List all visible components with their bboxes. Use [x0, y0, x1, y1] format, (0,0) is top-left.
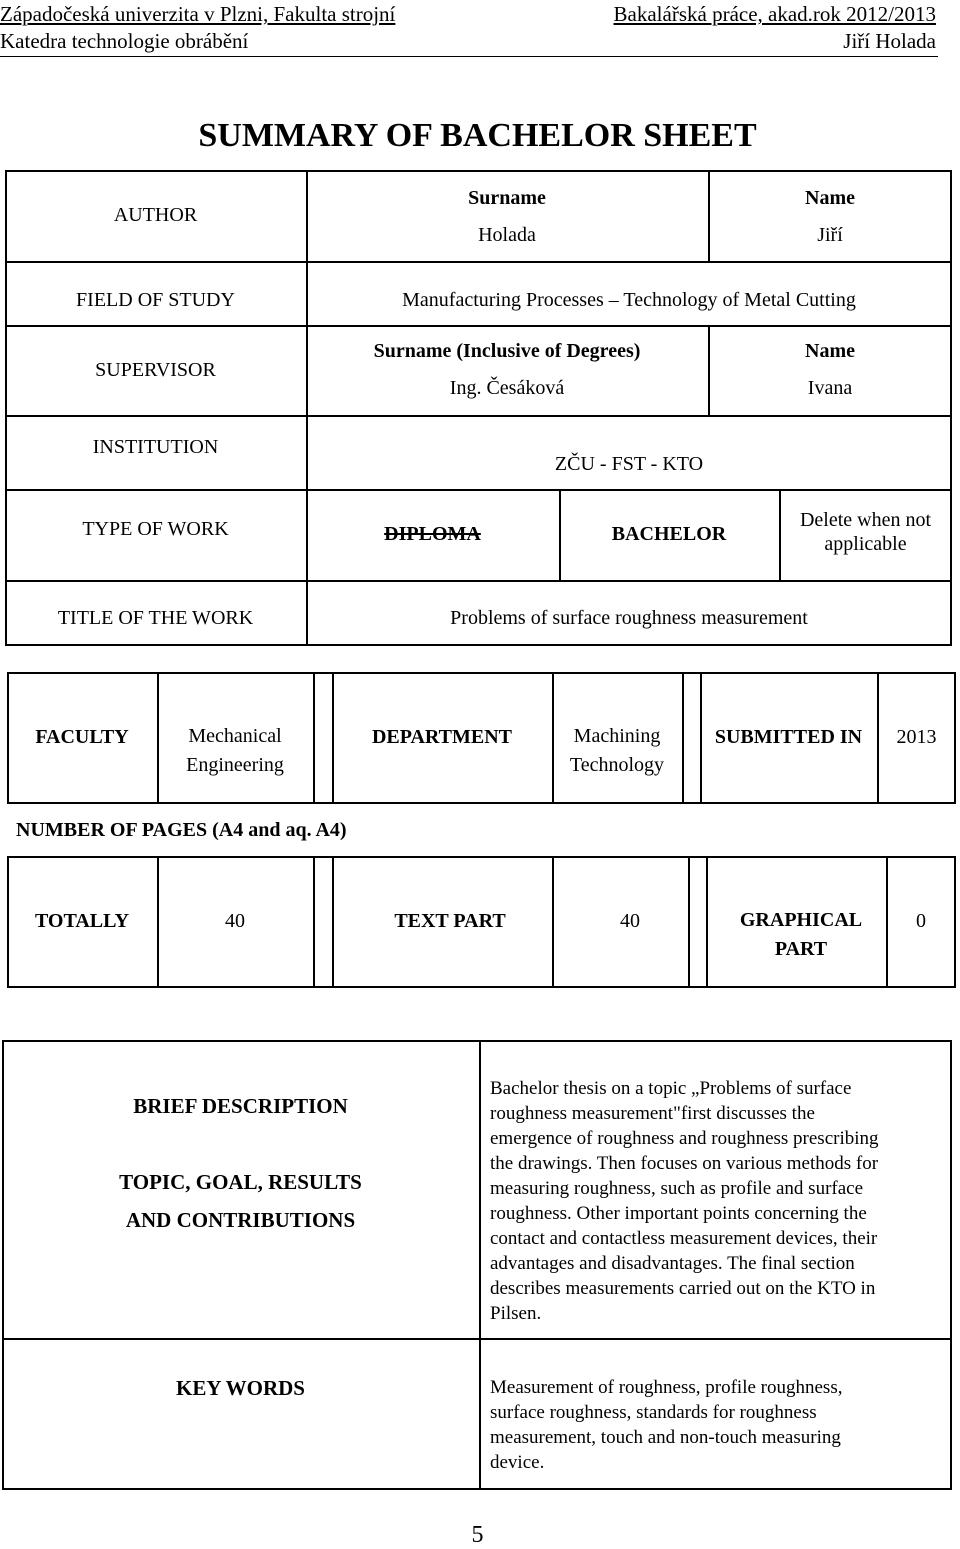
supervisor-surname-cell [306, 325, 708, 415]
graphical-label-cell [706, 906, 896, 964]
author-surname-label: Surname [468, 186, 546, 209]
supervisor-label-cell [5, 325, 306, 415]
type-of-work-label-cell [5, 489, 306, 580]
author-surname: Holada [478, 223, 536, 246]
type-note-line2: applicable [824, 532, 907, 555]
department-value-line1: Machining [573, 725, 661, 747]
faculty-value-line2: Engineering [186, 754, 284, 776]
supervisor-name-label: Name [805, 340, 855, 362]
department-value-cell [552, 722, 682, 780]
supervisor-name: Ivana [807, 377, 853, 399]
field-of-study-label-cell [5, 261, 306, 325]
text-part-value-cell [560, 906, 700, 936]
submitted-value: 2013 [896, 725, 937, 748]
type-bachelor-cell [559, 489, 779, 580]
totally-value: 40 [225, 909, 245, 932]
type-diploma-cell [306, 489, 559, 580]
author-name-label: Name [805, 186, 855, 209]
graphical-label-line2: PART [774, 938, 828, 960]
type-of-work-label: TYPE OF WORK [82, 518, 229, 540]
column-divider [682, 672, 684, 804]
totally-value-cell [157, 906, 313, 936]
keywords-line: surface roughness, standards for roughness [490, 1402, 817, 1423]
header-rule [0, 56, 938, 57]
column-divider [479, 1040, 481, 1490]
description-line: emergence of roughness and roughness prescribing [490, 1128, 879, 1149]
header-thesis-info: Bakalářská práce, akad.rok 2012/2013 [613, 2, 936, 26]
description-line: contact and contactless measurement devices, their [490, 1228, 878, 1249]
faculty-value-line1: Mechanical [188, 725, 282, 747]
description-label-line1: BRIEF DESCRIPTION [133, 1094, 348, 1118]
title-of-work-label: TITLE OF THE WORK [57, 606, 254, 629]
text-part-value: 40 [620, 909, 640, 932]
field-of-study-value-cell [306, 261, 952, 325]
graphical-value-cell [886, 906, 956, 936]
header-author: Jiří Holada [843, 29, 936, 53]
field-of-study-label: FIELD OF STUDY [76, 288, 235, 311]
text-part-label-cell [332, 906, 568, 936]
author-label-cell [5, 170, 306, 261]
keywords-line: device. [490, 1452, 545, 1473]
keywords-label-cell [2, 1372, 479, 1404]
author-name: Jiří [817, 223, 843, 246]
institution-value: ZČU - FST - KTO [554, 452, 704, 475]
row-divider [2, 1338, 952, 1340]
description-line: roughness. Other important points concerning the [490, 1203, 867, 1224]
supervisor-surname-label: Surname (Inclusive of Degrees) [373, 340, 641, 362]
type-bachelor: BACHELOR [611, 523, 727, 545]
institution-label: INSTITUTION [92, 435, 219, 458]
description-line: Bachelor thesis on a topic „Problems of surface [490, 1078, 852, 1099]
description-line: Pilsen. [490, 1303, 542, 1324]
title-of-work-value-cell [306, 580, 952, 646]
description-line: advantages and disadvantages. The final section [490, 1253, 855, 1274]
graphical-value: 0 [916, 909, 926, 932]
text-part-label: TEXT PART [394, 909, 506, 932]
institution-label-cell [5, 415, 306, 489]
description-line: roughness measurement"first discusses the [490, 1103, 815, 1124]
page-title: SUMMARY OF BACHELOR SHEET [198, 117, 757, 154]
field-of-study-value: Manufacturing Processes – Technology of Metal Cutting [402, 288, 856, 311]
page-number: 5 [471, 1522, 484, 1548]
author-name-cell [708, 170, 952, 261]
description-label-line3: AND CONTRIBUTIONS [125, 1208, 356, 1232]
description-line: the drawings. Then focuses on various methods for [490, 1153, 879, 1174]
type-diploma: DIPLOMA [384, 523, 481, 545]
graphical-label-line1: GRAPHICAL [739, 909, 863, 931]
faculty-value-cell [157, 722, 313, 780]
department-label-cell [332, 722, 552, 752]
submitted-value-cell [877, 722, 956, 752]
keywords-line: Measurement of roughness, profile roughness, [490, 1377, 843, 1398]
header-department: Katedra technologie obrábění [0, 29, 249, 53]
header-university: Západočeská univerzita v Plzni, Fakulta strojní [0, 2, 396, 26]
author-label: AUTHOR [113, 204, 198, 226]
type-note-line1: Delete when not [799, 508, 932, 531]
department-value-line2: Technology [569, 754, 665, 776]
submitted-label: SUBMITTED IN [714, 725, 863, 748]
keywords-label: KEY WORDS [176, 1375, 305, 1400]
supervisor-label: SUPERVISOR [95, 358, 216, 381]
supervisor-name-cell [708, 325, 952, 415]
keywords-line: measurement, touch and non-touch measuring [490, 1427, 841, 1448]
faculty-label: FACULTY [35, 725, 129, 748]
supervisor-surname: Ing. Česáková [449, 377, 565, 399]
totally-label: TOTALLY [34, 909, 130, 932]
column-divider [313, 672, 315, 804]
description-line: measuring roughness, such as profile and surface [490, 1178, 864, 1199]
type-note-cell [779, 489, 952, 580]
description-label-line2: TOPIC, GOAL, RESULTS [119, 1170, 362, 1194]
author-surname-cell [306, 170, 708, 261]
description-line: describes measurements carried out on the KTO in [490, 1278, 876, 1299]
description-label-cell [2, 1090, 479, 1240]
description-text [490, 1076, 948, 1326]
institution-value-cell [306, 415, 952, 489]
column-divider [313, 856, 315, 988]
title-of-work-value: Problems of surface roughness measurement [450, 606, 808, 629]
totally-label-cell [7, 906, 157, 936]
keywords-text [490, 1375, 948, 1475]
submitted-label-cell [700, 722, 877, 752]
department-label: DEPARTMENT [371, 725, 513, 748]
pages-caption: NUMBER OF PAGES (A4 and aq. A4) [16, 819, 347, 841]
faculty-label-cell [7, 722, 157, 752]
title-of-work-label-cell [5, 580, 306, 646]
